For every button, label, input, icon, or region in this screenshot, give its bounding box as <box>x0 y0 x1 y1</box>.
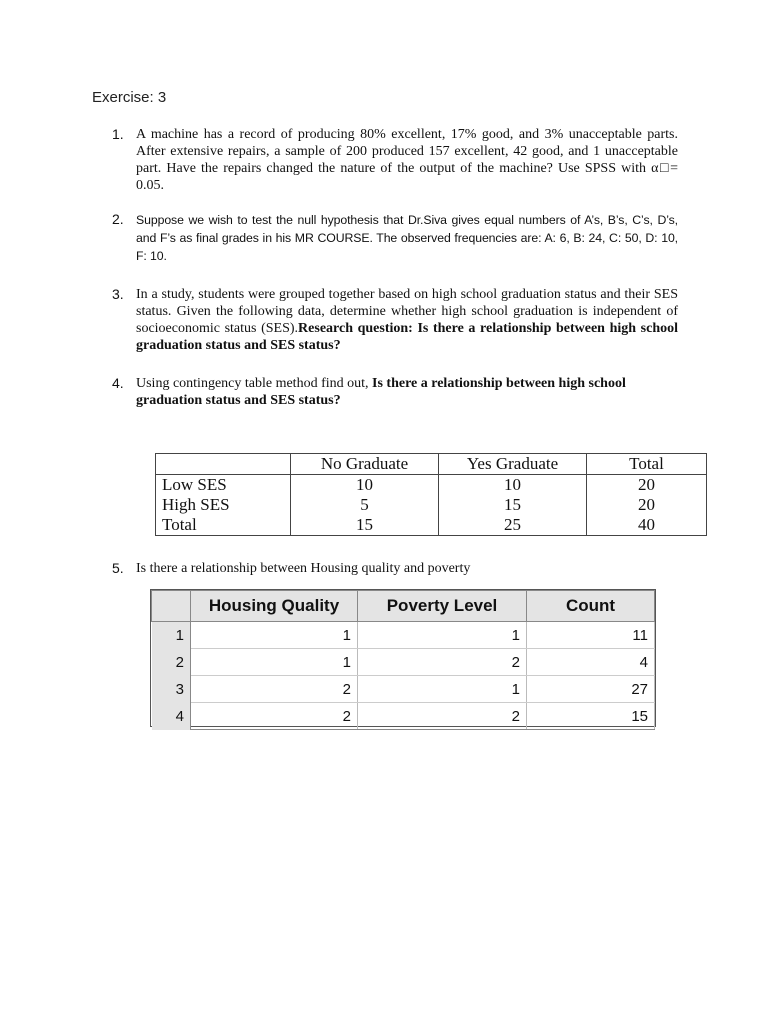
row-label: Low SES <box>156 475 291 496</box>
ses-contingency-table <box>155 453 707 536</box>
row-label: High SES <box>156 495 291 515</box>
question-text: Suppose we wish to test the null hypothesis that Dr.Siva gives equal numbers of A’s, B’s, C’s, D’s, and F’s as final grades in his MR COURSE. The observed frequencies are: A: 6, B: 24, C: 50, D: 10, F: 10. <box>136 213 678 263</box>
table-cell: 15 <box>439 495 587 515</box>
question-5 <box>112 560 678 577</box>
question-text <box>136 286 678 354</box>
table-row <box>152 622 655 649</box>
table-cell: 20 <box>587 475 707 496</box>
table-cell: 27 <box>527 676 655 703</box>
question-number: 5. <box>112 560 124 576</box>
table-cell: 2 <box>191 703 358 730</box>
header-cell: Housing Quality <box>191 591 358 622</box>
research-question: Research question: Is there a relationship between high school graduation status and SES status? <box>136 321 678 353</box>
header-cell: Total <box>587 454 707 475</box>
table-row <box>156 495 707 515</box>
question-4 <box>112 375 678 409</box>
table-header-row <box>152 591 655 622</box>
table-cell: 15 <box>527 703 655 730</box>
table-cell: 20 <box>587 495 707 515</box>
header-cell: No Graduate <box>291 454 439 475</box>
exercise-heading: Exercise: 3 <box>92 89 167 106</box>
table-cell: 2 <box>358 649 527 676</box>
table-header-row <box>156 454 707 475</box>
row-label: Total <box>156 515 291 536</box>
research-question: Is there a relationship between high school graduation status and SES status? <box>136 376 626 408</box>
row-number: 3 <box>152 676 191 703</box>
table-cell: 1 <box>358 676 527 703</box>
header-cell: Yes Graduate <box>439 454 587 475</box>
table-cell: 1 <box>191 649 358 676</box>
question-text: A machine has a record of producing 80% excellent, 17% good, and 3% unacceptable parts. After extensive repairs, a sample of 200 produced 157 excellent, 42 good, and 1 unacceptable part. Have the repairs changed the nature of the output of the machine? Use SPSS with α□= 0.05. <box>136 127 678 193</box>
question-number: 4. <box>112 375 124 391</box>
question-1 <box>112 126 678 194</box>
question-number: 1. <box>112 126 124 142</box>
table-cell: 10 <box>291 475 439 496</box>
header-cell: Poverty Level <box>358 591 527 622</box>
table-cell: 5 <box>291 495 439 515</box>
row-number: 4 <box>152 703 191 730</box>
table-row <box>156 515 707 536</box>
table-cell: 40 <box>587 515 707 536</box>
question-body: Using contingency table method find out, <box>136 376 373 391</box>
question-body: In a study, students were grouped together based on high school graduation status and their SES status. Given the following data, determine whether high school graduation is independent of socioeconomic status (SES). <box>136 287 678 336</box>
table-cell: 11 <box>527 622 655 649</box>
header-cell <box>152 591 191 622</box>
row-number: 2 <box>152 649 191 676</box>
table-cell: 25 <box>439 515 587 536</box>
table-row <box>152 703 655 730</box>
table-cell: 15 <box>291 515 439 536</box>
table-cell: 2 <box>358 703 527 730</box>
header-cell: Count <box>527 591 655 622</box>
table-cell: 10 <box>439 475 587 496</box>
table-row <box>152 676 655 703</box>
question-number: 2. <box>112 211 124 227</box>
row-number: 1 <box>152 622 191 649</box>
table-cell: 4 <box>527 649 655 676</box>
table-cell: 2 <box>191 676 358 703</box>
question-text: Is there a relationship between Housing quality and poverty <box>136 561 471 576</box>
table-row <box>156 475 707 496</box>
table-row <box>152 649 655 676</box>
question-3 <box>112 286 678 354</box>
question-number: 3. <box>112 286 124 302</box>
table-cell: 1 <box>358 622 527 649</box>
question-text <box>136 375 678 409</box>
housing-poverty-table <box>150 589 656 727</box>
table-cell: 1 <box>191 622 358 649</box>
header-cell <box>156 454 291 475</box>
question-2 <box>112 211 678 265</box>
